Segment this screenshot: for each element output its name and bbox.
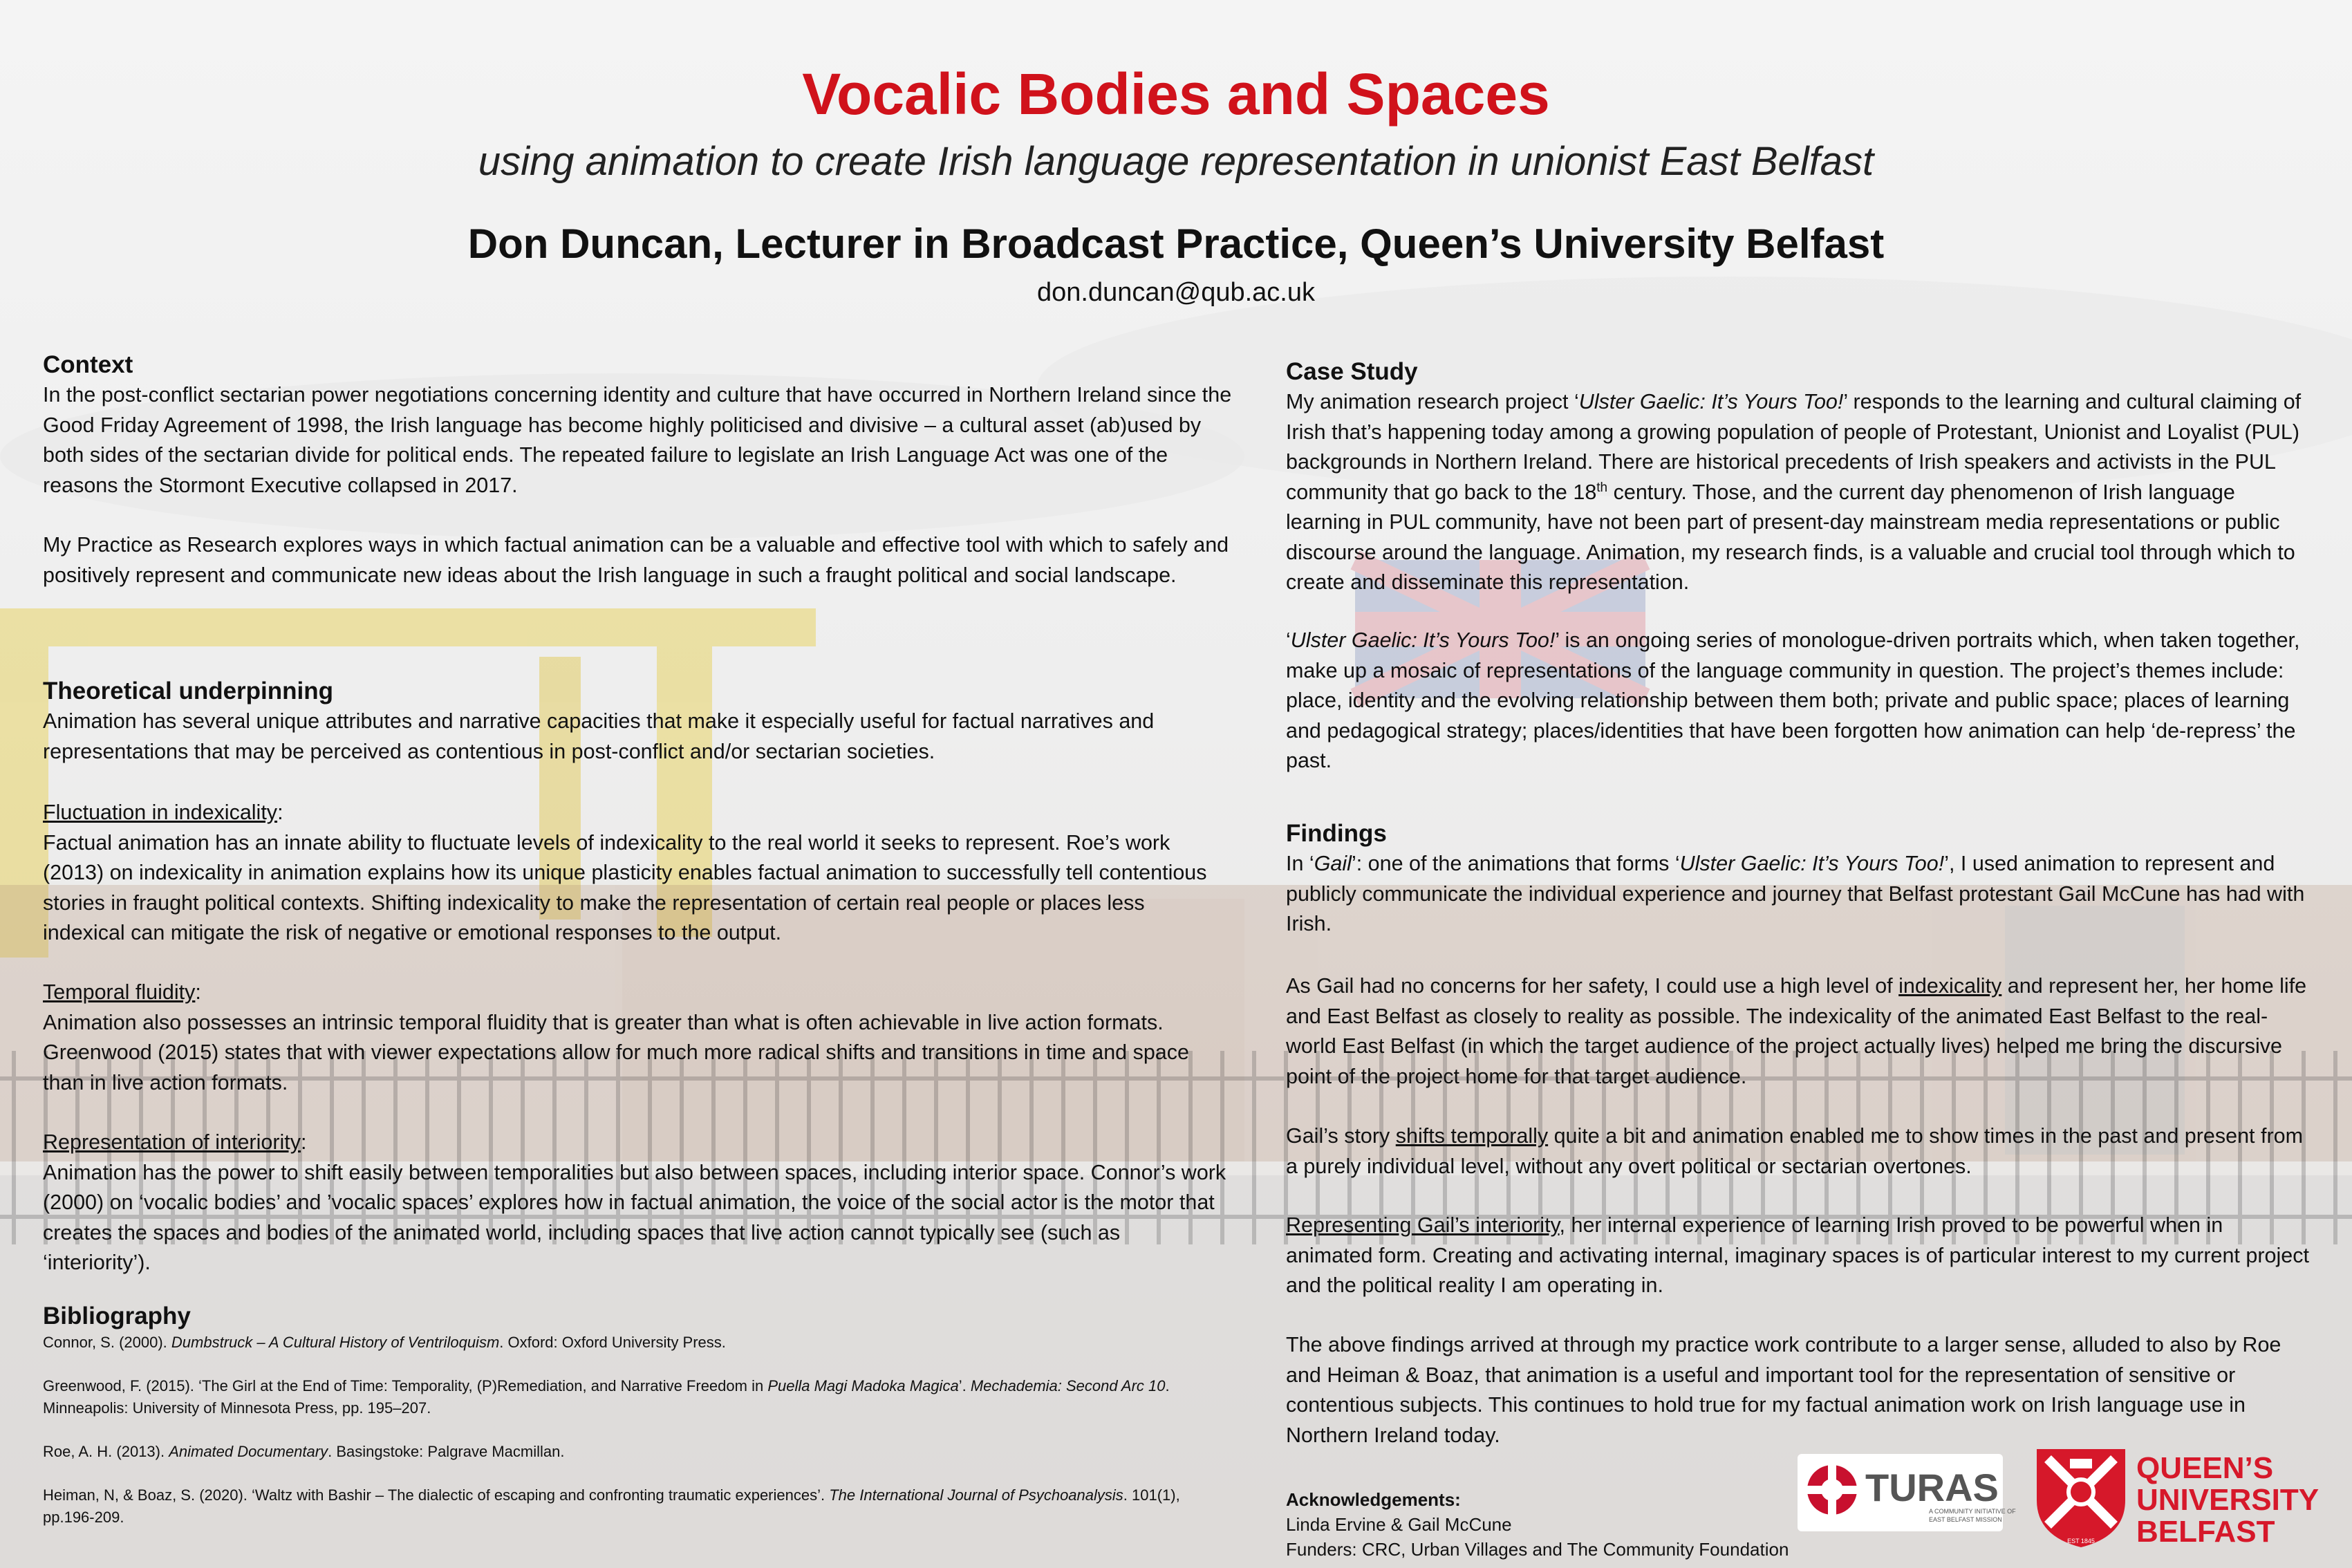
fluctuation-label: Fluctuation in indexicality xyxy=(43,801,278,824)
case-study-paragraph-2-block xyxy=(1286,626,2309,776)
interiority-text: Animation has the power to shift easily between temporalities but also between spaces, including interior space. Connor’s work (2000) on ‘vocalic bodies’ and ’vocalic spaces’ explores how in factual animation, the voice of the social actor is the motor that creates the spaces and bodies of the animated world, including spaces that live action cannot typically see (such as ‘interiority’). xyxy=(43,1160,1226,1274)
context-paragraph-2-block xyxy=(43,530,1232,590)
theory-heading: Theoretical underpinning xyxy=(43,678,334,704)
acknowledgements-people: Linda Ervine & Gail McCune xyxy=(1286,1514,1512,1535)
temporal-label: Temporal fluidity xyxy=(43,980,196,1004)
turas-tagline-1: A COMMUNITY INITIATIVE OF xyxy=(1929,1508,2016,1515)
qub-shield-icon xyxy=(2037,1449,2125,1547)
theory-section xyxy=(43,676,1232,767)
findings-paragraph-2: As Gail had no concerns for her safety, I could use a high level of indexicality and represent her, her home life and East Belfast as closely to reality as possible. The indexicality of the animated East Belfast to the real-world East Belfast (in which the target audience of the project actually lives) helped me bring the discursive point of the project home for that target audience. xyxy=(1286,974,2307,1088)
author-email[interactable]: don.duncan@qub.ac.uk xyxy=(1037,278,1315,307)
reference-item: Roe, A. H. (2013). Animated Documentary. Basingstoke: Palgrave Macmillan. xyxy=(43,1443,565,1460)
turas-tagline-2: EAST BELFAST MISSION xyxy=(1929,1516,2002,1523)
qub-wordmark-1: QUEEN’S xyxy=(2136,1451,2274,1485)
fluctuation-block: Fluctuation in indexicality: Factual animation has an innate ability to fluctuate levels of indexicality to the real world it seeks to represent. Roe’s work (2013) on indexicality in animation explains how its unique plasticity enables factual animation to successfully tell contentious stories in fraught political contexts. Shifting indexicality to make the representation of certain real people or places less indexical can mitigate the risk of negative or emotional responses to the output. xyxy=(43,798,1232,949)
acknowledgements-funders: Funders: CRC, Urban Villages and The Community Foundation xyxy=(1286,1539,1789,1560)
context-paragraph-1: In the post-conflict sectarian power negotiations concerning identity and culture that have occurred in Northern Ireland since the Good Friday Agreement of 1998, the Irish language has become highly politicised and divisive – a cultural asset (ab)used by both sides of the sectarian divide for political ends. The repeated failure to legislate an Irish Language Act was one of the reasons the Stormont Executive collapsed in 2017. xyxy=(43,383,1232,497)
findings-paragraph-3: Gail’s story shifts temporally quite a bit and animation enabled me to show times in the past and present from a purely individual level, without any overt political or sectarian overtones. xyxy=(1286,1124,2303,1178)
qub-logo xyxy=(2033,1445,2320,1549)
case-study-paragraph-2: ‘Ulster Gaelic: It’s Yours Too!’ is an ongoing series of monologue-driven portraits which, when taken together, make up a mosaic of representations of the language community in question. The project’s themes include: place, identity and the evolving relationship between them both; private and public space; places of learning and pedagogical strategy; places/identities that have been forgotten how animation can help ‘de-repress’ the past. xyxy=(1286,628,2300,772)
case-study-paragraph-1: My animation research project ‘Ulster Gaelic: It’s Yours Too!’ responds to the learning and cultural claiming of Irish that’s happening today among a growing population of people of Protestant, Unionist and Loyalist (PUL) backgrounds in Northern Ireland. There are historical precedents of Irish speakers and activists in the PUL community that go back to the 18th century. Those, and the current day phenomenon of Irish language learning in PUL community, have not been part of present-day mainstream media representations or public discourse around the language. Animation, my research finds, is a valuable and crucial tool through which to create and disseminate this representation. xyxy=(1286,390,2302,594)
bibliography-heading: Bibliography xyxy=(43,1303,191,1329)
interiority-block: Representation of interiority: Animation has the power to shift easily between temporalities but also between spaces, including interior space. Connor’s work (2000) on ‘vocalic bodies’ and ’vocalic spaces’ explores how in factual animation, the voice of the social actor is the motor that creates the spaces and bodies of the animated world, including spaces that live action cannot typically see (such as ‘interiority’). xyxy=(43,1128,1232,1278)
findings-paragraph-3-block xyxy=(1286,1121,2309,1182)
findings-paragraph-5: The above findings arrived at through my practice work contribute to a larger sense, alluded to also by Roe and Heiman & Boaz, that animation is a useful and important tool for the representation of sensitive or contentious subjects. This continues to hold true for my factual animation work on Irish language use in Northern Ireland today. xyxy=(1286,1333,2281,1447)
theory-intro: Animation has several unique attributes and narrative capacities that make it especially useful for factual narratives and representations that may be perceived as contentious in post-conflict and/or sectarian societies. xyxy=(43,709,1155,763)
turas-wordmark: TURAS xyxy=(1865,1466,1999,1509)
reference-item: Heiman, N, & Boaz, S. (2020). ‘Waltz with Bashir – The dialectic of escaping and confronting traumatic experiences’. The International Journal of Psychoanalysis. 101(1), pp.196-209. xyxy=(43,1486,1180,1526)
temporal-text: Animation also possesses an intrinsic temporal fluidity that is greater than what is often achievable in live action formats. Greenwood (2015) states that with viewer expectations allow for much more radical shifts and transitions in time and space than in live action formats. xyxy=(43,1010,1189,1094)
interiority-label: Representation of interiority xyxy=(43,1130,301,1154)
case-study-heading: Case Study xyxy=(1286,358,1418,385)
acknowledgements-heading: Acknowledgements: xyxy=(1286,1489,1461,1510)
case-study-section xyxy=(1286,357,2309,598)
qub-wordmark-2: UNIVERSITY xyxy=(2136,1483,2320,1517)
qub-wordmark-3: BELFAST xyxy=(2136,1515,2275,1549)
reference-item: Greenwood, F. (2015). ‘The Girl at the End of Time: Temporality, (P)Remediation, and Narrative Freedom in Puella Magi Madoka Magica’. Mechademia: Second Arc 10. Minneapolis: University of Minnesota Press, pp. 195–207. xyxy=(43,1377,1170,1417)
poster-subtitle: using animation to create Irish language representation in unionist East Belfast xyxy=(478,139,1874,184)
turas-logo xyxy=(1798,1454,2016,1531)
author-line: Don Duncan, Lecturer in Broadcast Practice, Queen’s University Belfast xyxy=(467,221,1885,267)
bibliography-section xyxy=(43,1301,1232,1529)
reference-item: Connor, S. (2000). Dumbstruck – A Cultural History of Ventriloquism. Oxford: Oxford University Press. xyxy=(43,1334,726,1351)
context-paragraph-2: My Practice as Research explores ways in which factual animation can be a valuable and effective tool with which to safely and positively represent and communicate new ideas about the Irish language in such a fraught political and social landscape. xyxy=(43,533,1229,587)
qub-est: EST 1845 xyxy=(2067,1538,2095,1544)
poster-title: Vocalic Bodies and Spaces xyxy=(802,62,1550,127)
turas-emblem-icon xyxy=(1807,1465,1857,1515)
findings-paragraph-4-block xyxy=(1286,1211,2309,1301)
findings-paragraph-5-block xyxy=(1286,1330,2309,1450)
findings-paragraph-4: Representing Gail’s interiority, her internal experience of learning Irish proved to be powerful when in animated form. Creating and activating internal, imaginary spaces is of particular interest to my current project and the political reality I am operating in. xyxy=(1286,1213,2309,1297)
acknowledgements-section xyxy=(1286,1487,1811,1562)
context-heading: Context xyxy=(43,351,133,378)
context-section xyxy=(43,350,1232,501)
temporal-block: Temporal fluidity: Animation also possesses an intrinsic temporal fluidity that is greater than what is often achievable in live action formats. Greenwood (2015) states that with viewer expectations allow for much more radical shifts and transitions in time and space than in live action formats. xyxy=(43,978,1232,1098)
fluctuation-text: Factual animation has an innate ability to fluctuate levels of indexicality to the real world it seeks to represent. Roe’s work (2013) on indexicality in animation explains how its unique plasticity enables factual animation to successfully tell contentious stories in fraught political contexts. Shifting indexicality to make the representation of certain real people or places less indexical can mitigate the risk of negative or emotional responses to the output. xyxy=(43,830,1207,944)
findings-paragraph-2-block xyxy=(1286,971,2309,1092)
findings-paragraph-1: In ‘Gail’: one of the animations that forms ‘Ulster Gaelic: It’s Yours Too!’, I used animation to represent and publicly communicate the individual experience and journey that Belfast protestant Gail McCune has had with Irish. xyxy=(1286,852,2305,935)
findings-heading: Findings xyxy=(1286,820,1387,847)
findings-section xyxy=(1286,819,2309,940)
